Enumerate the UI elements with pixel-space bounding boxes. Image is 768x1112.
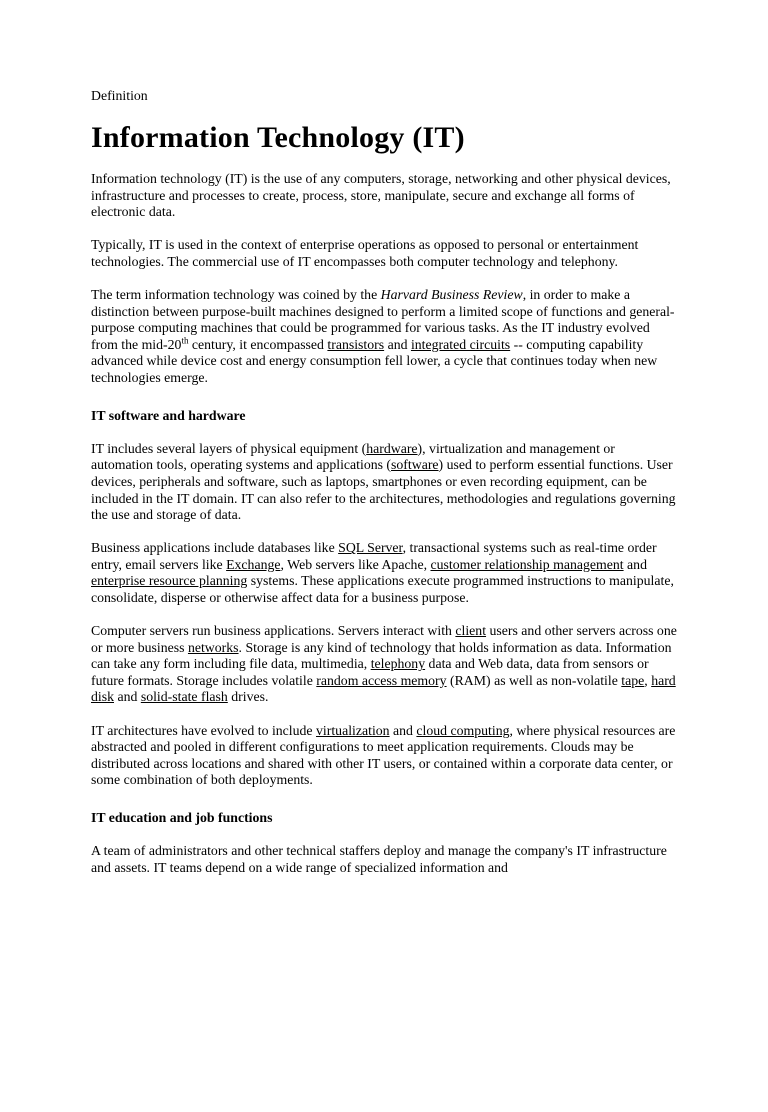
- doc-link-solid-state-flash[interactable]: solid-state flash: [140, 689, 228, 705]
- italic-harvard-business-review: Harvard Business Review: [380, 287, 523, 303]
- text-run: , transactional systems such as real-time order entry, email servers like: [91, 540, 657, 572]
- doc-link-client[interactable]: client: [455, 623, 487, 639]
- paragraph-term-origin: [91, 287, 677, 387]
- paragraph-layers: [91, 441, 677, 524]
- doc-link-customer-relationship-management[interactable]: customer relationship management: [430, 556, 624, 572]
- text-run: -- computing capability advanced while device cost and energy consumption fell lower, a cycle that continues today when new technologies emerge.: [91, 336, 658, 386]
- doc-link-integrated-circuits[interactable]: integrated circuits: [410, 336, 511, 352]
- text-run: ) used to perform essential functions. User devices, peripherals and software, such as laptops, smartphones or even recording equipment, can be included in the IT domain. IT can also refer to the architectures, methodologies and regulations governing the use and storage of data.: [91, 457, 676, 523]
- text-run: ,: [644, 672, 652, 688]
- text-run: and: [389, 722, 417, 738]
- text-run: Computer servers run business applications. Servers interact with: [91, 623, 456, 639]
- text-run: IT architectures have evolved to include: [91, 722, 317, 738]
- doc-link-enterprise-resource-planning[interactable]: enterprise resource planning: [91, 573, 248, 589]
- heading-it-software-and-hardware: IT software and hardware: [91, 407, 246, 423]
- text-run: and: [114, 689, 141, 705]
- text-run: , Web servers like Apache,: [280, 556, 431, 572]
- doc-link-exchange[interactable]: Exchange: [226, 556, 281, 572]
- text-run: , in order to make a distinction between purpose-built machines designed to perform a limited scope of functions and general-purpose computing machines that could be programmed for various tasks. As the IT industry evolved from the mid-20: [91, 287, 675, 352]
- paragraph-admin-team: A team of administrators and other technical staffers deploy and manage the company's IT infrastructure and assets. IT teams depend on a wide range of specialized information and: [91, 843, 667, 875]
- text-run: ), virtualization and management or automation tools, operating systems and applications (: [91, 440, 615, 473]
- text-run: Business applications include databases like: [91, 540, 339, 556]
- text-run: and: [384, 336, 411, 352]
- doc-link-networks[interactable]: networks: [187, 639, 239, 655]
- superscript-th: th: [181, 335, 189, 346]
- paragraph-business-applications: [91, 540, 677, 606]
- doc-link-tape[interactable]: tape: [621, 672, 645, 688]
- text-run: data and Web data, data from sensors or future formats. Storage includes volatile: [91, 656, 649, 688]
- doc-link-software[interactable]: software: [391, 457, 439, 473]
- text-run: IT includes several layers of physical equipment (: [91, 440, 367, 456]
- kicker-definition: Definition: [91, 88, 148, 103]
- document-page: [0, 88, 768, 1112]
- doc-link-telephony[interactable]: telephony: [370, 656, 426, 672]
- text-run: . Storage is any kind of technology that holds information as data. Information can take any form including file data, multimedia,: [91, 639, 672, 672]
- text-run: and: [623, 556, 647, 572]
- paragraph-servers-storage: [91, 623, 677, 706]
- text-run: (RAM) as well as non-volatile: [446, 672, 622, 688]
- page-title: Information Technology (IT): [91, 120, 465, 154]
- doc-link-cloud-computing[interactable]: cloud computing: [416, 722, 510, 738]
- doc-link-random-access-memory[interactable]: random access memory: [316, 672, 447, 688]
- text-run: drives.: [227, 689, 269, 705]
- paragraph-intro: Information technology (IT) is the use of any computers, storage, networking and other physical devices, infrastructure and processes to create, process, store, manipulate, secure and exchange all forms of electronic data.: [91, 171, 671, 220]
- doc-link-virtualization[interactable]: virtualization: [316, 722, 390, 738]
- paragraph-typical-use: Typically, IT is used in the context of enterprise operations as opposed to personal or entertainment technologies. The commercial use of IT encompasses both computer technology and telephony.: [91, 237, 639, 269]
- doc-link-sql-server[interactable]: SQL Server: [338, 540, 403, 556]
- paragraph-architectures: [91, 723, 677, 789]
- doc-link-hardware[interactable]: hardware: [366, 440, 418, 456]
- text-run: century, it encompassed: [188, 336, 328, 352]
- text-run: The term information technology was coined by the: [91, 287, 381, 303]
- doc-link-hard-disk[interactable]: hard disk: [91, 672, 676, 705]
- doc-link-transistors[interactable]: transistors: [327, 336, 385, 352]
- text-run: systems. These applications execute programmed instructions to manipulate, consolidate, disperse or otherwise affect data for a business purpose.: [91, 573, 674, 605]
- heading-it-education-and-job-functions: IT education and job functions: [91, 809, 273, 825]
- text-run: , where physical resources are abstracted and pooled in different configurations to meet application requirements. Clouds may be distributed across locations and shared with other IT users, or contained within a corporate data center, or some combination of both deployments.: [91, 722, 676, 788]
- text-run: users and other servers across one or more business: [91, 623, 677, 655]
